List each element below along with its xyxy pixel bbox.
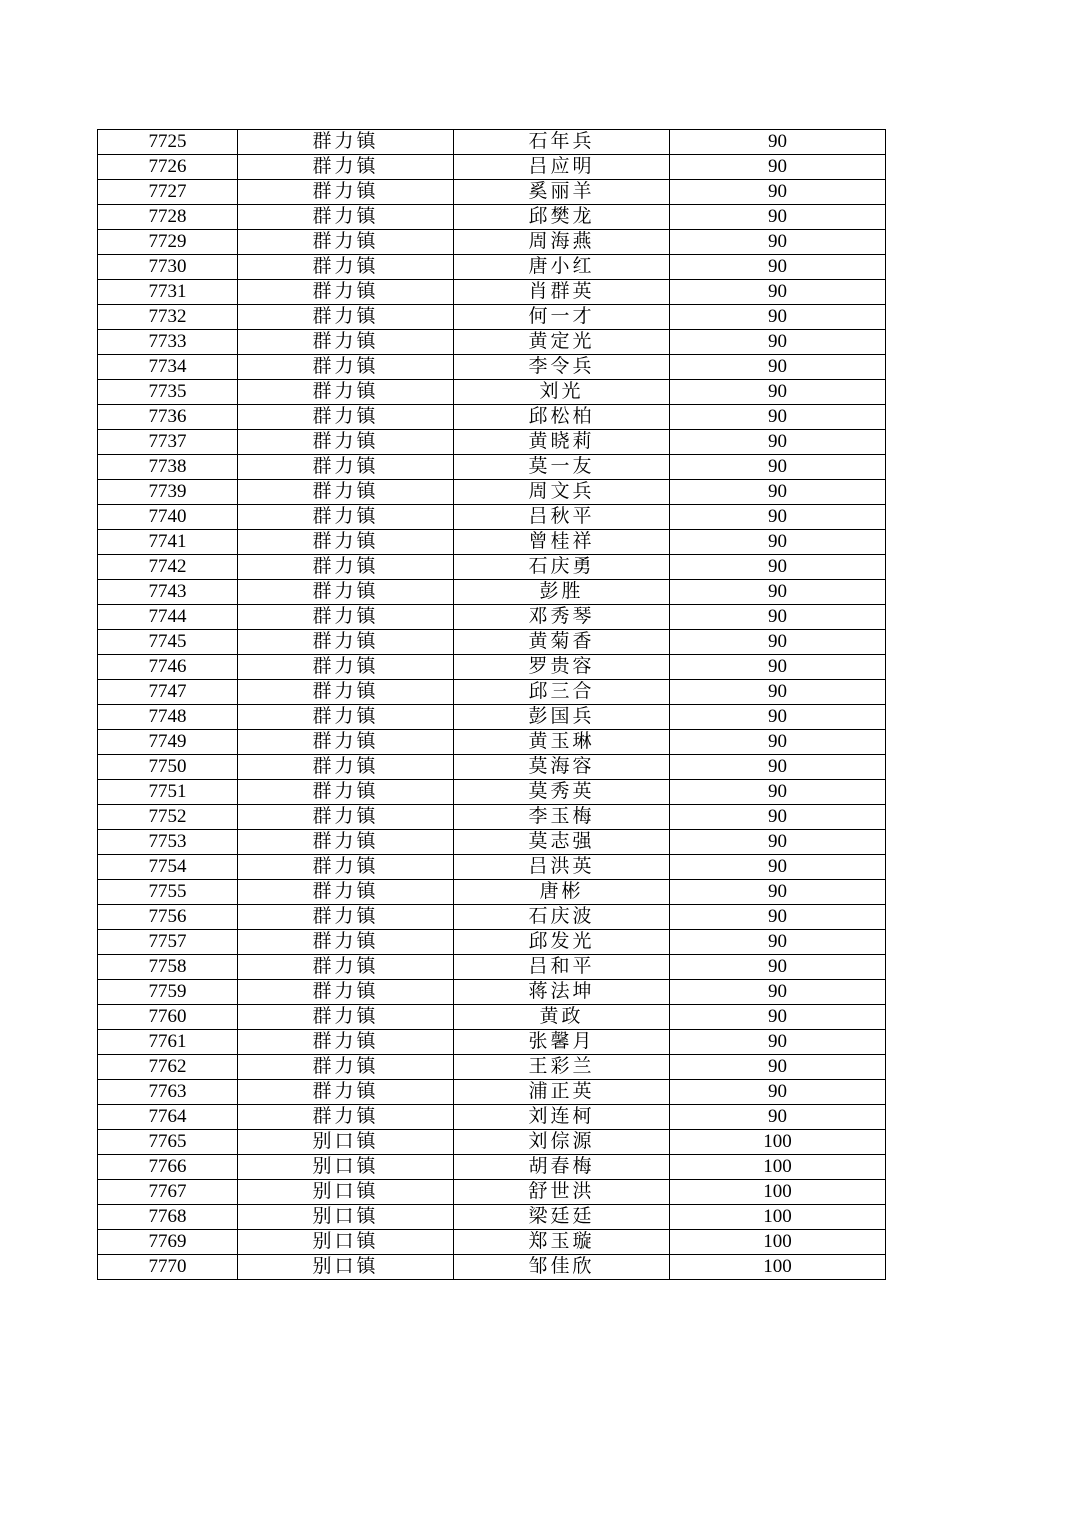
- person-name-cell: 石年兵: [454, 130, 670, 155]
- row-number-cell: 7751: [98, 780, 238, 805]
- table-row: [98, 655, 886, 680]
- amount-cell: 90: [670, 205, 886, 230]
- town-cell: 群力镇: [238, 180, 454, 205]
- row-number-cell: 7760: [98, 1005, 238, 1030]
- row-number-cell: 7749: [98, 730, 238, 755]
- town-cell: 群力镇: [238, 430, 454, 455]
- town-cell: 群力镇: [238, 855, 454, 880]
- amount-cell: 90: [670, 330, 886, 355]
- table-row: [98, 305, 886, 330]
- amount-cell: 100: [670, 1230, 886, 1255]
- table-row: [98, 330, 886, 355]
- person-name-cell: 曾桂祥: [454, 530, 670, 555]
- table-row: [98, 405, 886, 430]
- row-number-cell: 7726: [98, 155, 238, 180]
- town-cell: 别口镇: [238, 1230, 454, 1255]
- amount-cell: 90: [670, 355, 886, 380]
- amount-cell: 90: [670, 1005, 886, 1030]
- amount-cell: 90: [670, 905, 886, 930]
- row-number-cell: 7748: [98, 705, 238, 730]
- table-row: [98, 1105, 886, 1130]
- amount-cell: 100: [670, 1130, 886, 1155]
- person-name-cell: 周文兵: [454, 480, 670, 505]
- table-row: [98, 155, 886, 180]
- town-cell: 群力镇: [238, 505, 454, 530]
- amount-cell: 90: [670, 780, 886, 805]
- amount-cell: 90: [670, 730, 886, 755]
- row-number-cell: 7725: [98, 130, 238, 155]
- row-number-cell: 7738: [98, 455, 238, 480]
- amount-cell: 90: [670, 955, 886, 980]
- table-row: [98, 530, 886, 555]
- table-row: [98, 430, 886, 455]
- town-cell: 群力镇: [238, 130, 454, 155]
- amount-cell: 90: [670, 580, 886, 605]
- row-number-cell: 7728: [98, 205, 238, 230]
- table-row: [98, 805, 886, 830]
- person-name-cell: 邱松柏: [454, 405, 670, 430]
- person-name-cell: 邱樊龙: [454, 205, 670, 230]
- person-name-cell: 黄玉琳: [454, 730, 670, 755]
- row-number-cell: 7752: [98, 805, 238, 830]
- person-name-cell: 舒世洪: [454, 1180, 670, 1205]
- town-cell: 别口镇: [238, 1130, 454, 1155]
- amount-cell: 90: [670, 180, 886, 205]
- row-number-cell: 7733: [98, 330, 238, 355]
- row-number-cell: 7731: [98, 280, 238, 305]
- table-row: [98, 580, 886, 605]
- row-number-cell: 7734: [98, 355, 238, 380]
- row-number-cell: 7757: [98, 930, 238, 955]
- row-number-cell: 7739: [98, 480, 238, 505]
- person-name-cell: 石庆勇: [454, 555, 670, 580]
- town-cell: 群力镇: [238, 555, 454, 580]
- row-number-cell: 7769: [98, 1230, 238, 1255]
- row-number-cell: 7740: [98, 505, 238, 530]
- town-cell: 别口镇: [238, 1180, 454, 1205]
- amount-cell: 90: [670, 1055, 886, 1080]
- table-row: [98, 880, 886, 905]
- town-cell: 群力镇: [238, 680, 454, 705]
- table-row: [98, 855, 886, 880]
- person-name-cell: 浦正英: [454, 1080, 670, 1105]
- row-number-cell: 7766: [98, 1155, 238, 1180]
- amount-cell: 100: [670, 1255, 886, 1280]
- person-name-cell: 吕应明: [454, 155, 670, 180]
- table-row: [98, 205, 886, 230]
- row-number-cell: 7755: [98, 880, 238, 905]
- table-row: [98, 755, 886, 780]
- town-cell: 别口镇: [238, 1205, 454, 1230]
- table-row: [98, 1230, 886, 1255]
- town-cell: 群力镇: [238, 1080, 454, 1105]
- person-name-cell: 刘光: [454, 380, 670, 405]
- town-cell: 群力镇: [238, 880, 454, 905]
- person-name-cell: 刘倧源: [454, 1130, 670, 1155]
- table-row: [98, 1080, 886, 1105]
- town-cell: 群力镇: [238, 980, 454, 1005]
- town-cell: 群力镇: [238, 580, 454, 605]
- town-cell: 群力镇: [238, 405, 454, 430]
- person-name-cell: 肖群英: [454, 280, 670, 305]
- person-name-cell: 梁廷廷: [454, 1205, 670, 1230]
- row-number-cell: 7765: [98, 1130, 238, 1155]
- person-name-cell: 彭国兵: [454, 705, 670, 730]
- person-name-cell: 莫一友: [454, 455, 670, 480]
- person-name-cell: 刘连柯: [454, 1105, 670, 1130]
- person-name-cell: 邹佳欣: [454, 1255, 670, 1280]
- table-row: [98, 630, 886, 655]
- amount-cell: 90: [670, 930, 886, 955]
- table-row: [98, 980, 886, 1005]
- town-cell: 群力镇: [238, 755, 454, 780]
- table-row: [98, 1005, 886, 1030]
- amount-cell: 90: [670, 880, 886, 905]
- person-name-cell: 邱发光: [454, 930, 670, 955]
- table-row: [98, 705, 886, 730]
- amount-cell: 90: [670, 805, 886, 830]
- person-name-cell: 王彩兰: [454, 1055, 670, 1080]
- person-name-cell: 唐彬: [454, 880, 670, 905]
- row-number-cell: 7770: [98, 1255, 238, 1280]
- town-cell: 群力镇: [238, 655, 454, 680]
- row-number-cell: 7747: [98, 680, 238, 705]
- amount-cell: 90: [670, 630, 886, 655]
- amount-cell: 90: [670, 230, 886, 255]
- town-cell: 群力镇: [238, 705, 454, 730]
- amount-cell: 90: [670, 655, 886, 680]
- town-cell: 群力镇: [238, 305, 454, 330]
- row-number-cell: 7761: [98, 1030, 238, 1055]
- row-number-cell: 7759: [98, 980, 238, 1005]
- row-number-cell: 7764: [98, 1105, 238, 1130]
- row-number-cell: 7754: [98, 855, 238, 880]
- row-number-cell: 7743: [98, 580, 238, 605]
- row-number-cell: 7746: [98, 655, 238, 680]
- amount-cell: 100: [670, 1180, 886, 1205]
- row-number-cell: 7735: [98, 380, 238, 405]
- person-name-cell: 石庆波: [454, 905, 670, 930]
- amount-cell: 90: [670, 830, 886, 855]
- person-name-cell: 唐小红: [454, 255, 670, 280]
- town-cell: 群力镇: [238, 230, 454, 255]
- table-row: [98, 905, 886, 930]
- amount-cell: 90: [670, 405, 886, 430]
- table-row: [98, 680, 886, 705]
- row-number-cell: 7750: [98, 755, 238, 780]
- town-cell: 群力镇: [238, 630, 454, 655]
- amount-cell: 90: [670, 280, 886, 305]
- table-row: [98, 1255, 886, 1280]
- amount-cell: 90: [670, 530, 886, 555]
- row-number-cell: 7730: [98, 255, 238, 280]
- town-cell: 群力镇: [238, 530, 454, 555]
- town-cell: 群力镇: [238, 605, 454, 630]
- table-row: [98, 455, 886, 480]
- town-cell: 群力镇: [238, 1105, 454, 1130]
- table-row: [98, 230, 886, 255]
- table-row: [98, 955, 886, 980]
- amount-cell: 90: [670, 380, 886, 405]
- amount-cell: 90: [670, 680, 886, 705]
- table-row: [98, 780, 886, 805]
- town-cell: 群力镇: [238, 930, 454, 955]
- data-table: [97, 129, 886, 1280]
- amount-cell: 90: [670, 130, 886, 155]
- person-name-cell: 吕和平: [454, 955, 670, 980]
- amount-cell: 90: [670, 505, 886, 530]
- amount-cell: 90: [670, 755, 886, 780]
- amount-cell: 90: [670, 480, 886, 505]
- amount-cell: 90: [670, 305, 886, 330]
- town-cell: 群力镇: [238, 280, 454, 305]
- town-cell: 群力镇: [238, 255, 454, 280]
- row-number-cell: 7741: [98, 530, 238, 555]
- amount-cell: 90: [670, 1030, 886, 1055]
- person-name-cell: 黄菊香: [454, 630, 670, 655]
- person-name-cell: 吕秋平: [454, 505, 670, 530]
- person-name-cell: 黄晓莉: [454, 430, 670, 455]
- amount-cell: 90: [670, 430, 886, 455]
- town-cell: 群力镇: [238, 480, 454, 505]
- row-number-cell: 7767: [98, 1180, 238, 1205]
- table-row: [98, 1055, 886, 1080]
- row-number-cell: 7758: [98, 955, 238, 980]
- row-number-cell: 7736: [98, 405, 238, 430]
- amount-cell: 100: [670, 1155, 886, 1180]
- person-name-cell: 罗贵容: [454, 655, 670, 680]
- table-row: [98, 280, 886, 305]
- table-row: [98, 555, 886, 580]
- town-cell: 群力镇: [238, 1030, 454, 1055]
- person-name-cell: 黄政: [454, 1005, 670, 1030]
- town-cell: 群力镇: [238, 455, 454, 480]
- table-row: [98, 1180, 886, 1205]
- town-cell: 别口镇: [238, 1255, 454, 1280]
- row-number-cell: 7768: [98, 1205, 238, 1230]
- person-name-cell: 莫海容: [454, 755, 670, 780]
- table-row: [98, 730, 886, 755]
- town-cell: 群力镇: [238, 780, 454, 805]
- row-number-cell: 7745: [98, 630, 238, 655]
- row-number-cell: 7729: [98, 230, 238, 255]
- person-name-cell: 周海燕: [454, 230, 670, 255]
- town-cell: 别口镇: [238, 1155, 454, 1180]
- row-number-cell: 7756: [98, 905, 238, 930]
- table-row: [98, 830, 886, 855]
- person-name-cell: 邱三合: [454, 680, 670, 705]
- amount-cell: 90: [670, 855, 886, 880]
- person-name-cell: 黄定光: [454, 330, 670, 355]
- table-row: [98, 480, 886, 505]
- table-row: [98, 1205, 886, 1230]
- table-row: [98, 255, 886, 280]
- table-row: [98, 380, 886, 405]
- person-name-cell: 奚丽羊: [454, 180, 670, 205]
- person-name-cell: 蒋法坤: [454, 980, 670, 1005]
- person-name-cell: 李玉梅: [454, 805, 670, 830]
- town-cell: 群力镇: [238, 355, 454, 380]
- table-row: [98, 355, 886, 380]
- town-cell: 群力镇: [238, 730, 454, 755]
- town-cell: 群力镇: [238, 155, 454, 180]
- town-cell: 群力镇: [238, 830, 454, 855]
- amount-cell: 90: [670, 605, 886, 630]
- amount-cell: 90: [670, 155, 886, 180]
- amount-cell: 90: [670, 1105, 886, 1130]
- row-number-cell: 7744: [98, 605, 238, 630]
- row-number-cell: 7737: [98, 430, 238, 455]
- table-row: [98, 130, 886, 155]
- person-name-cell: 莫志强: [454, 830, 670, 855]
- town-cell: 群力镇: [238, 330, 454, 355]
- person-name-cell: 胡春梅: [454, 1155, 670, 1180]
- person-name-cell: 彭胜: [454, 580, 670, 605]
- amount-cell: 90: [670, 980, 886, 1005]
- town-cell: 群力镇: [238, 205, 454, 230]
- table-row: [98, 930, 886, 955]
- row-number-cell: 7727: [98, 180, 238, 205]
- table-row: [98, 1030, 886, 1055]
- row-number-cell: 7732: [98, 305, 238, 330]
- table-row: [98, 605, 886, 630]
- amount-cell: 90: [670, 1080, 886, 1105]
- amount-cell: 90: [670, 705, 886, 730]
- table-body: [98, 130, 886, 1280]
- amount-cell: 90: [670, 255, 886, 280]
- town-cell: 群力镇: [238, 1055, 454, 1080]
- town-cell: 群力镇: [238, 905, 454, 930]
- person-name-cell: 李令兵: [454, 355, 670, 380]
- amount-cell: 90: [670, 455, 886, 480]
- table-row: [98, 180, 886, 205]
- table-row: [98, 505, 886, 530]
- town-cell: 群力镇: [238, 380, 454, 405]
- town-cell: 群力镇: [238, 1005, 454, 1030]
- row-number-cell: 7762: [98, 1055, 238, 1080]
- row-number-cell: 7753: [98, 830, 238, 855]
- person-name-cell: 张馨月: [454, 1030, 670, 1055]
- town-cell: 群力镇: [238, 955, 454, 980]
- row-number-cell: 7763: [98, 1080, 238, 1105]
- table-row: [98, 1130, 886, 1155]
- person-name-cell: 郑玉璇: [454, 1230, 670, 1255]
- table-row: [98, 1155, 886, 1180]
- amount-cell: 90: [670, 555, 886, 580]
- person-name-cell: 邓秀琴: [454, 605, 670, 630]
- person-name-cell: 何一才: [454, 305, 670, 330]
- row-number-cell: 7742: [98, 555, 238, 580]
- amount-cell: 100: [670, 1205, 886, 1230]
- person-name-cell: 莫秀英: [454, 780, 670, 805]
- person-name-cell: 吕洪英: [454, 855, 670, 880]
- town-cell: 群力镇: [238, 805, 454, 830]
